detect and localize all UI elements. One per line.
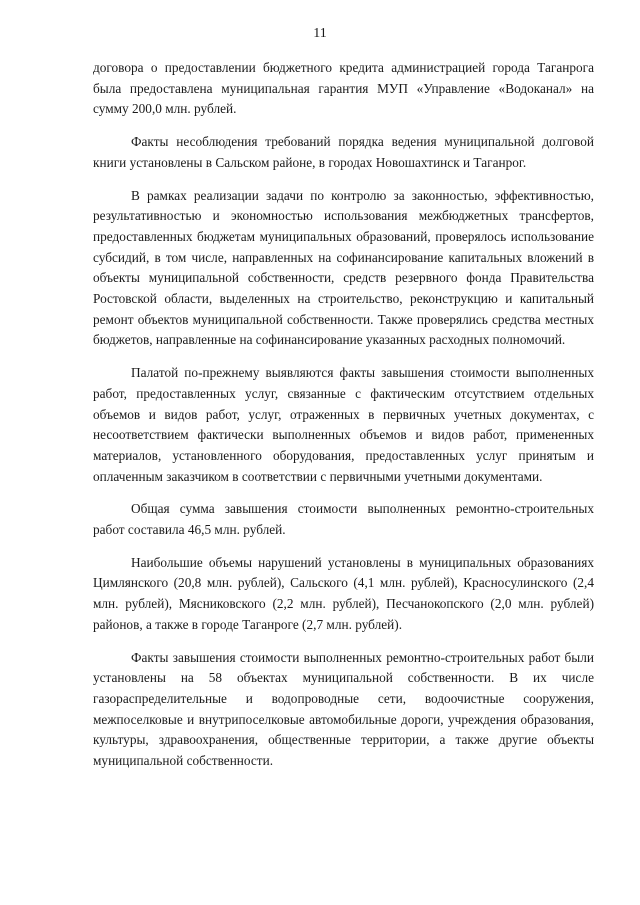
document-body	[93, 58, 594, 784]
paragraph-largest-violations: Наибольшие объемы нарушений установлены в муниципальных образованиях Цимлянского (20,8 млн. рублей), Сальского (4,1 млн. рублей), Красносулинского (2,4 млн. рублей), Мясниковского (2,2 млн. рублей), Песчанокопского (2,0 млн. рублей) районов, а также в городе Таганроге (2,7 млн. рублей).	[93, 554, 594, 632]
paragraph-continued-guarantee: договора о предоставлении бюджетного кредита администрацией города Таганрога была предоставлена муниципальная гарантия МУП «Управление «Водоканал» на сумму 200,0 млн. рублей.	[93, 60, 594, 117]
paragraph-cost-overstatement: Палатой по-прежнему выявляются факты завышения стоимости выполненных работ, предоставленных услуг, связанные с фактическим отсутствием отдельных объемов и видов работ, услуг, отраженных в первичных учетных документах, с несоответствием фактически выполненных объемов и видов работ, примененных материалов, установленного оборудования, предоставленных услуг принятым и оплаченным заказчиком в соответствии с первичными учетными документами.	[93, 365, 594, 484]
page-number: 11	[313, 26, 327, 41]
paragraph-transfers-control: В рамках реализации задачи по контролю за законностью, эффективностью, результативностью и экономностью использования межбюджетных трансфертов, предоставленных бюджетам муниципальных образований, проверялось использование субсидий, в том числе, направленных на софинансирование капитальных вложений в объекты муниципальной собственности, средств резервного фонда Правительства Ростовской области, выделенных на строительство, реконструкцию и капитальный ремонт объектов муниципальной собственности. Также проверялись средства местных бюджетов, направленные на софинансирование указанных расходных полномочий.	[93, 187, 594, 348]
paragraph-total-overstatement: Общая сумма завышения стоимости выполненных ремонтно-строительных работ составила 46,5 млн. рублей.	[93, 501, 594, 538]
paragraph-debt-book-violations: Факты несоблюдения требований порядка ведения муниципальной долговой книги установлены в Сальском районе, в городах Новошахтинск и Таганрог.	[93, 134, 594, 170]
paragraph-objects-list: Факты завышения стоимости выполненных ремонтно-строительных работ были установлены на 58 объектах муниципальной собственности. В их числе газораспределительные и водопроводные сети, водоочистные сооружения, межпоселковые и внутрипоселковые автомобильные дороги, учреждения образования, культуры, здравоохранения, общественные территории, а также другие объекты муниципальной собственности.	[93, 649, 594, 769]
